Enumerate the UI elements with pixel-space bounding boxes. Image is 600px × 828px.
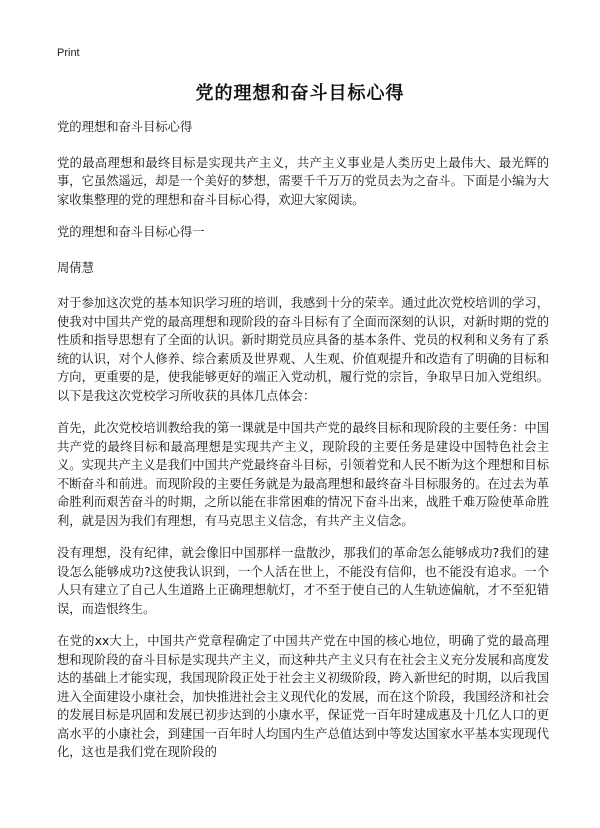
article-body (57, 118, 549, 776)
article-subtitle: 党的理想和奋斗目标心得 (57, 120, 193, 134)
intro-paragraph: 党的最高理想和最终目标是实现共产主义，共产主义事业是人类历史上最伟大、最光辉的事，它虽然遥远，却是一个美好的梦想，需要千千万万的党员去为之奋斗。下面是小编为大家收集整理的党的理想和奋斗目标心得，欢迎大家阅读。 (57, 155, 549, 207)
page-title: 党的理想和奋斗目标心得 (195, 83, 405, 104)
body-paragraph: 没有理想，没有纪律，就会像旧中国那样一盘散沙，那我们的革命怎么能够成功?我们的建设怎么能够成功?这使我认识到，一个人活在世上，不能没有信仰，也不能没有追求。一个人只有建立了自己人生道路上正确理想航灯，才不至于使自己的人生轨迹偏航，才不至犯错误，而造恨终生。 (57, 546, 549, 616)
print-link[interactable]: Print (57, 47, 80, 59)
body-paragraph: 在党的xx大上，中国共产党章程确定了中国共产党在中国的核心地位，明确了党的最高理想和现阶段的奋斗目标是实现共产主义，而这种共产主义只有在社会主义充分发展和高度发达的基础上才能实现，我国现阶段正处于社会主义初级阶段，跨入新世纪的时期，以后我国进入全面建设小康社会，加快推进社会主义现代化的发展，而在这个阶段，我国经济和社会的发展目标是巩固和发展已初步达到的小康水平，保证党一百年时建成惠及十几亿人口的更高水平的小康社会，到建国一百年时人均国内生产总值达到中等发达国家水平基本实现现代化，这也是我们党在现阶段的 (57, 634, 549, 759)
author-name: 周倩慧 (57, 260, 94, 275)
body-paragraph: 对于参加这次党的基本知识学习班的培训，我感到十分的荣幸。通过此次党校培训的学习，使我对中国共产党的最高理想和现阶段的奋斗目标有了全面而深刻的认识，对新时期的党的性质和指导思想有了全面的认识。新时期党员应具备的基本条件、党员的权利和义务有了系统的认识，对个人修养、综合素质及世界观、人生观、价值观提升和改造有了明确的目标和方向，更重要的是，使我能够更好的端正入党动机，履行党的宗旨，争取早日加入党组织。以下是我这次党校学习所收获的具体几点体会： (57, 296, 549, 403)
body-paragraph: 首先，此次党校培训教给我的第一课就是中国共产党的最终目标和现阶段的主要任务：中国共产党的最终目标和最高理想是实现共产主义，现阶段的主要任务是建设中国特色社会主义。实现共产主义是我们中国共产党最终奋斗目标，引领着党和人民不断为这个理想和目标不断奋斗和前进。而现阶段的主要任务就是为最高理想和最终奋斗目标服务的。在过去为革命胜利而艰苦奋斗的时期，之所以能在非常困难的情况下奋斗出来，战胜千难万险使革命胜利，就是因为我们有理想，有马克思主义信念，有共产主义信念。 (57, 421, 549, 528)
section-heading: 党的理想和奋斗目标心得一 (57, 225, 205, 239)
